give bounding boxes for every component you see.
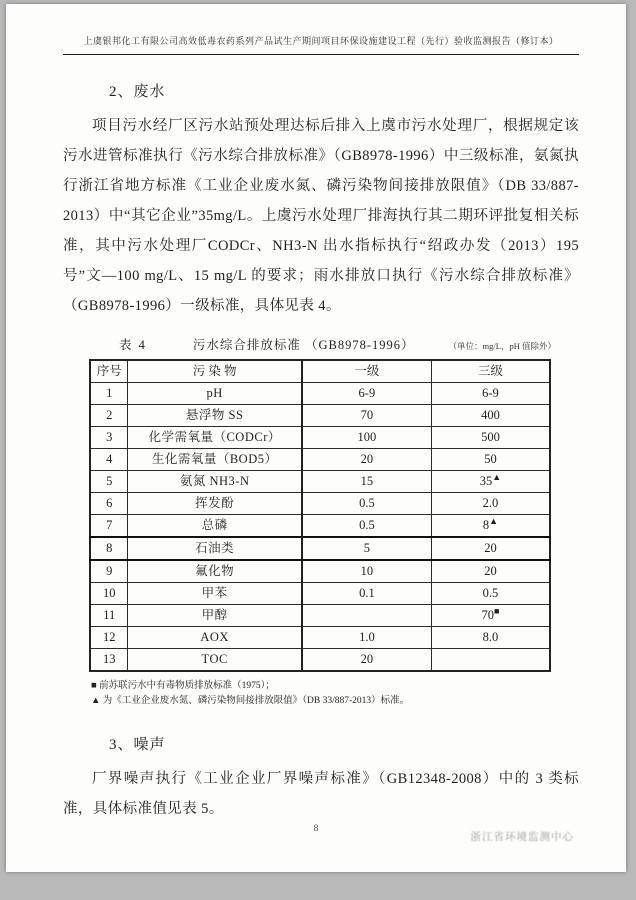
table-row: 10 甲苯 0.1 0.5 xyxy=(90,583,550,605)
table-row: 8 石油类 5 20 xyxy=(90,537,550,560)
table-row: 11 甲醇 70■ xyxy=(90,605,550,627)
table-row: 5 氨氮 NH3-N 15 35▲ xyxy=(90,471,550,493)
table-row: 13 TOC 20 xyxy=(90,649,550,672)
col-header-grade3: 三级 xyxy=(431,360,550,383)
section-heading-noise: 3、噪声 xyxy=(109,737,166,753)
table-row: 1 pH 6-9 6-9 xyxy=(90,383,550,405)
col-header-name: 污 染 物 xyxy=(128,360,302,383)
running-header-title: 上虞银邦化工有限公司高效低毒农药系列产品试生产期间项目环保设施建设工程（先行）验收监测报告（修订本） xyxy=(83,36,559,46)
table4-label: 表 4 xyxy=(119,338,147,352)
col-header-grade1: 一级 xyxy=(302,360,432,383)
table4-footnotes xyxy=(91,679,579,709)
table-row: 3 化学需氧量（CODCr） 100 500 xyxy=(90,427,550,449)
table-header-row xyxy=(90,360,550,383)
table4-title: 污水综合排放标准 （GB8978-1996） xyxy=(192,338,415,352)
table-row: 2 悬浮物 SS 70 400 xyxy=(90,405,550,427)
table4-caption xyxy=(89,335,579,353)
footnote-square: ■ 前苏联污水中有毒物质排放标准（1975）； xyxy=(91,681,275,691)
noise-section xyxy=(63,733,579,824)
table-row: 4 生化需氧量（BOD5） 20 50 xyxy=(90,449,550,471)
table-row: 6 挥发酚 0.5 2.0 xyxy=(90,493,550,515)
footnote-triangle: ▲ 为《工业企业废水氮、磷污染物间接排放限值》（DB 33/887-2013）标准。 xyxy=(91,696,410,706)
page-number: 8 xyxy=(313,824,319,834)
table-row: 7 总磷 0.5 8▲ xyxy=(90,515,550,538)
running-header xyxy=(63,34,579,55)
footer-organization: 浙江省环境监测中心 xyxy=(470,832,574,843)
wastewater-paragraph: 项目污水经厂区污水站预处理达标后排入上虞市污水处理厂，根据规定该污水进管标准执行《污水综合排放标准》（GB8978-1996）中三级标准，氨氮执行浙江省地方标准《工业企业废水氮、磷污染物间接排放限值》（DB 33/887-2013）中“其它企业”35mg/L。上虞污水处理厂排海执行其二期环评批复相关标准，其中污水处理厂CODCr、NH3-N 出水指标执行“绍政办发（2013）195 号”文—100 mg/L、15 mg/L 的要求；雨水排放口执行《污水综合排放标准》（GB8978-1996）一级标准，具体见表 4。 xyxy=(63,118,579,314)
page-content xyxy=(63,70,579,824)
table-row: 9 氟化物 10 20 xyxy=(90,560,550,583)
noise-paragraph: 厂界噪声执行《工业企业厂界噪声标准》（GB12348-2008）中的 3 类标准，具体标准值见表 5。 xyxy=(63,771,579,817)
document-page xyxy=(6,4,626,872)
wastewater-standards-table xyxy=(89,359,551,672)
table-row: 12 AOX 1.0 8.0 xyxy=(90,627,550,649)
section-heading-wastewater: 2、废水 xyxy=(109,84,166,100)
col-header-no: 序号 xyxy=(90,360,128,383)
table4-unit-note: （单位：mg/L，pH 值除外） xyxy=(448,341,556,351)
